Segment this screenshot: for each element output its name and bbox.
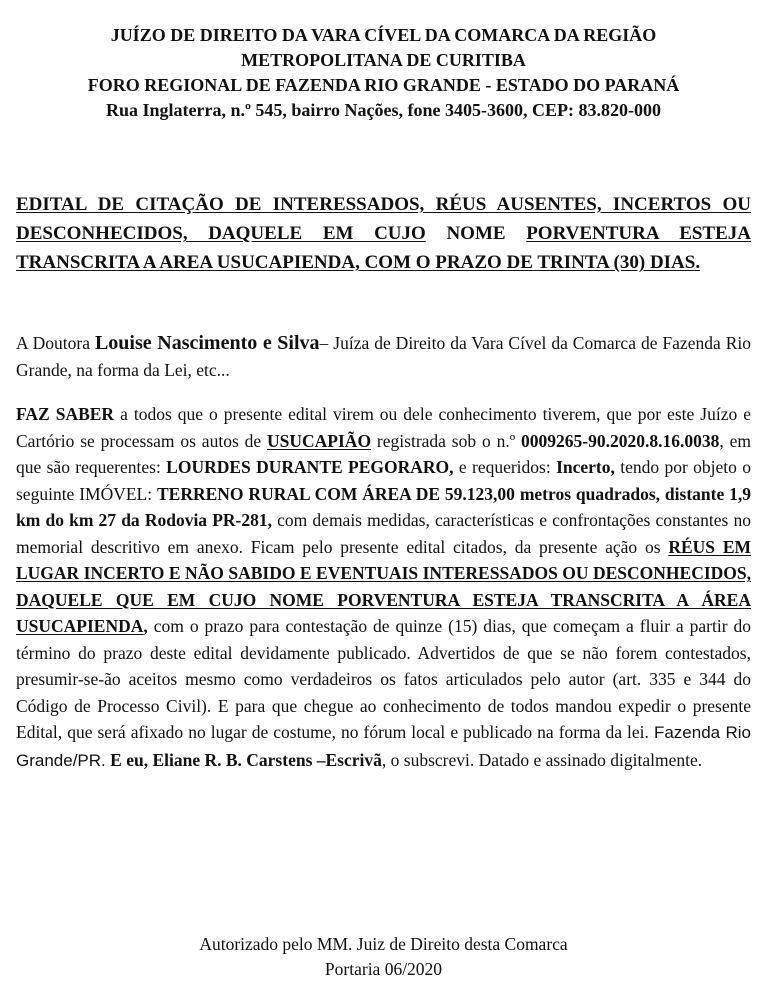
body-text-segment: , o subscrevi. Datado e assinado digitalmente. bbox=[381, 749, 703, 770]
title-plain-part: NOME bbox=[425, 223, 527, 244]
body-text-segment: e requeridos: bbox=[453, 457, 557, 477]
city-name: Fazenda Rio Grande/PR. bbox=[16, 723, 751, 770]
judge-name: Louise Nascimento e Silva bbox=[94, 332, 320, 354]
body-text-segment: com demais medidas, características e confrontações constantes no memorial descritivo em anexo. Ficam pelo presente edital citados, da presente ação os bbox=[16, 510, 751, 557]
case-number: 0009265-90.2020.8.16.0038 bbox=[521, 430, 720, 451]
defendants: Incerto, bbox=[556, 457, 615, 477]
court-forum-line: FORO REGIONAL DE FAZENDA RIO GRANDE - ESTADO DO PARANÁ bbox=[87, 75, 680, 95]
faz-saber-lead: FAZ SABER bbox=[16, 404, 115, 424]
title-underlined-part-1: EDITAL DE CITAÇÃO DE INTERESSADOS, RÉUS AUSENTES, INCERTOS OU DESCONHECIDOS, DAQUELE EM CUJO bbox=[16, 194, 751, 244]
court-header bbox=[10, 23, 757, 123]
body-text-segment: a todos que o presente edital virem ou dele conhecimento tiverem, que por este Juízo e Cartório se processam os autos de bbox=[16, 404, 751, 451]
plaintiffs: LOURDES DURANTE PEGORARO, bbox=[166, 457, 454, 477]
property-description: TERRENO RURAL COM ÁREA DE 59.123,00 metros quadrados, distante 1,9 km do km 27 da Rodovia PR-281, bbox=[16, 483, 751, 530]
cited-parties-comma: , bbox=[143, 616, 148, 636]
court-address-line: Rua Inglaterra, n.º 545, bairro Nações, fone 3405-3600, CEP: 83.820-000 bbox=[105, 100, 662, 120]
action-type: USUCAPIÃO bbox=[267, 430, 372, 451]
body-text-segment: , em que são requerentes: bbox=[16, 430, 751, 477]
court-name-line-1: JUÍZO DE DIREITO DA VARA CÍVEL DA COMARCA DA REGIÃO bbox=[110, 25, 657, 45]
intro-paragraph bbox=[16, 330, 751, 384]
cited-parties: RÉUS EM LUGAR INCERTO E NÃO SABIDO E EVENTUAIS INTERESSADOS OU DESCONHECIDOS, DAQUELE QUE EM CUJO NOME PORVENTURA ESTEJA TRANSCRITA A ÁREA USUCAPIENDA bbox=[16, 536, 752, 636]
clerk-signature-text: E eu, Eliane R. B. Carstens –Escrivã bbox=[110, 749, 382, 770]
ordinance-line: Portaria 06/2020 bbox=[324, 959, 443, 979]
court-name-line-2: METROPOLITANA DE CURITIBA bbox=[241, 50, 526, 70]
authorization-footer bbox=[10, 932, 757, 982]
body-text-segment: tendo por objeto o seguinte IMÓVEL: bbox=[16, 457, 752, 504]
body-text-segment: com o prazo para contestação de quinze (15) dias, que começam a fluir a partir do término do prazo deste edital devidamente publicado. Advertidos de que se não forem contestados, presumir-se-ão aceitos mesmo como verdadeiros os fatos articulados pelo autor (art. 335 e 344 do Código de Processo Civil). E para que chegue ao conhecimento de todos mandou expedir o presente Edital, que será afixado no lugar de costume, no fórum local e publicado na forma da lei. bbox=[16, 616, 751, 742]
intro-prefix: A Doutora bbox=[16, 333, 95, 353]
authorization-line: Autorizado pelo MM. Juiz de Direito desta Comarca bbox=[199, 934, 568, 954]
intro-suffix: – Juíza de Direito da Vara Cível da Comarca de Fazenda Rio Grande, na forma da Lei, etc... bbox=[16, 333, 751, 380]
edital-title bbox=[16, 190, 751, 277]
title-underlined-part-2: PORVENTURA ESTEJA TRANSCRITA A AREA USUCAPIENDA, COM O PRAZO DE TRINTA (30) DIAS. bbox=[16, 223, 751, 273]
body-paragraph bbox=[16, 401, 751, 774]
body-text-segment: registrada sob o n.º bbox=[371, 430, 522, 451]
